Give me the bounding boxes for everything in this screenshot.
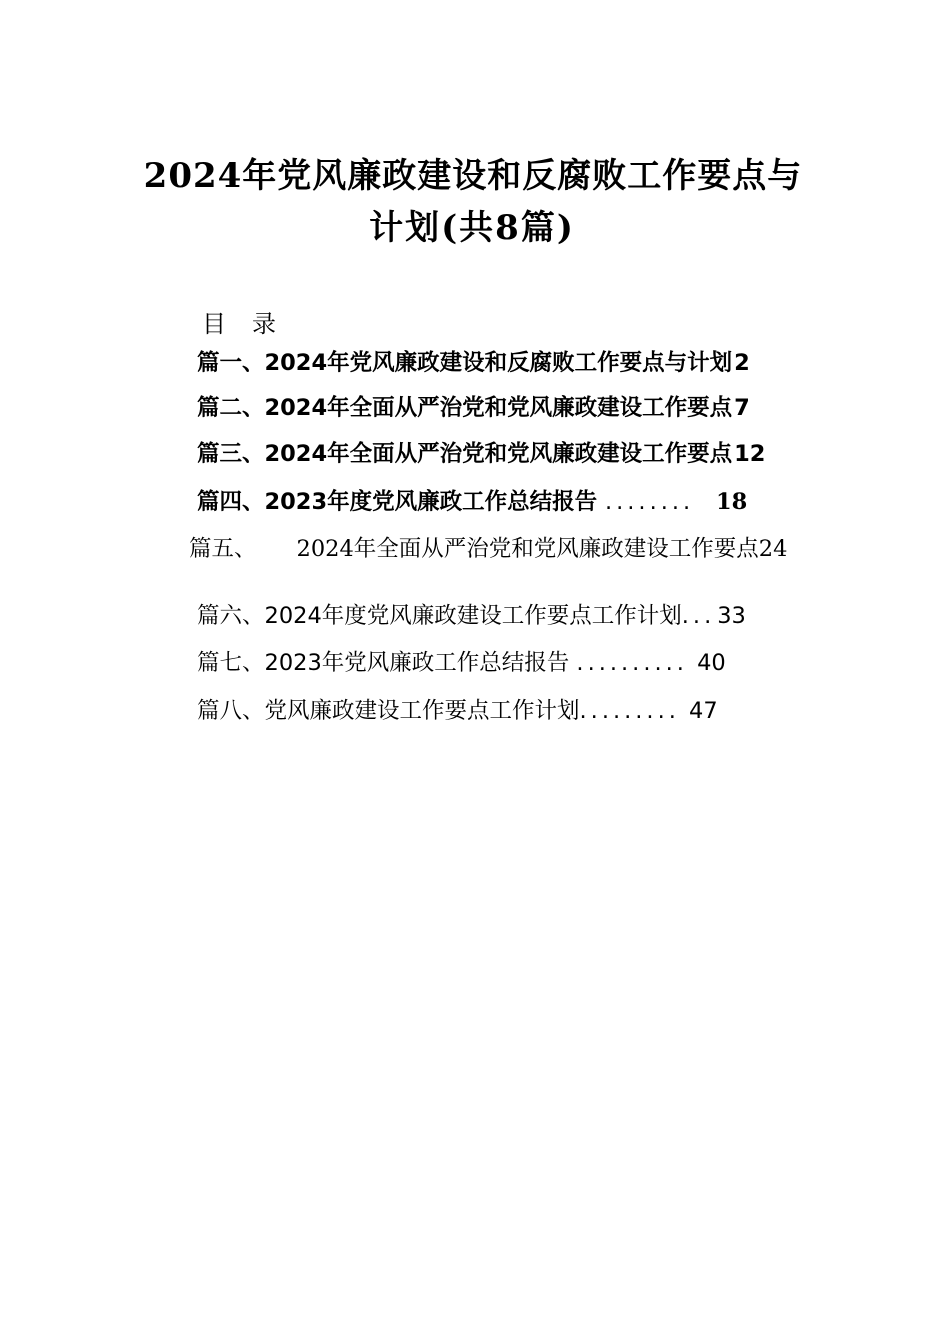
toc-entry-prefix: 篇五、 <box>189 536 257 562</box>
toc-entry-page: 18 <box>716 489 748 515</box>
toc-entry-label: 2024年全面从严治党和党风廉政建设工作要点 <box>296 536 759 562</box>
toc-entry-4[interactable] <box>197 487 747 517</box>
toc-entry-2[interactable] <box>197 393 750 423</box>
toc-entry-label: 篇七、2023年党风廉政工作总结报告 <box>197 650 570 676</box>
toc-entry-7[interactable] <box>197 648 726 678</box>
toc-entry-page: 40 <box>697 650 726 676</box>
toc-entry-page: 2 <box>734 350 750 376</box>
toc-entry-5[interactable] <box>189 534 787 564</box>
toc-entry-6[interactable] <box>197 601 746 631</box>
toc-entry-dots: ......... <box>579 698 680 724</box>
toc-entry-page: 47 <box>689 698 718 724</box>
toc-entry-page: 33 <box>717 603 746 629</box>
toc-entry-page: 7 <box>734 395 750 421</box>
toc-entry-label: 篇八、党风廉政建设工作要点工作计划 <box>197 698 580 724</box>
toc-entry-8[interactable] <box>197 696 718 726</box>
toc-entry-page: 12 <box>734 441 766 467</box>
toc-entry-page: 24 <box>758 536 788 562</box>
toc-entry-label: 篇四、2023年度党风廉政工作总结报告 <box>197 489 598 515</box>
document-title-line-2: 计划(共8篇) <box>369 208 575 248</box>
toc-entry-label: 篇二、2024年全面从严治党和党风廉政建设工作要点 <box>197 395 733 421</box>
document-title-line-1: 2024年党风廉政建设和反腐败工作要点与 <box>143 156 803 196</box>
toc-entry-1[interactable] <box>197 348 750 378</box>
toc-entry-dots: ........ <box>604 489 695 515</box>
toc-entry-dots: ... <box>681 603 716 629</box>
toc-entry-label: 篇一、2024年党风廉政建设和反腐败工作要点与计划 <box>197 350 733 376</box>
toc-entry-dots: .......... <box>576 650 688 676</box>
toc-entry-3[interactable] <box>197 439 765 469</box>
toc-heading: 目录 <box>202 310 302 338</box>
toc-entry-label: 篇三、2024年全面从严治党和党风廉政建设工作要点 <box>197 441 733 467</box>
toc-entry-label: 篇六、2024年度党风廉政建设工作要点工作计划 <box>197 603 682 629</box>
